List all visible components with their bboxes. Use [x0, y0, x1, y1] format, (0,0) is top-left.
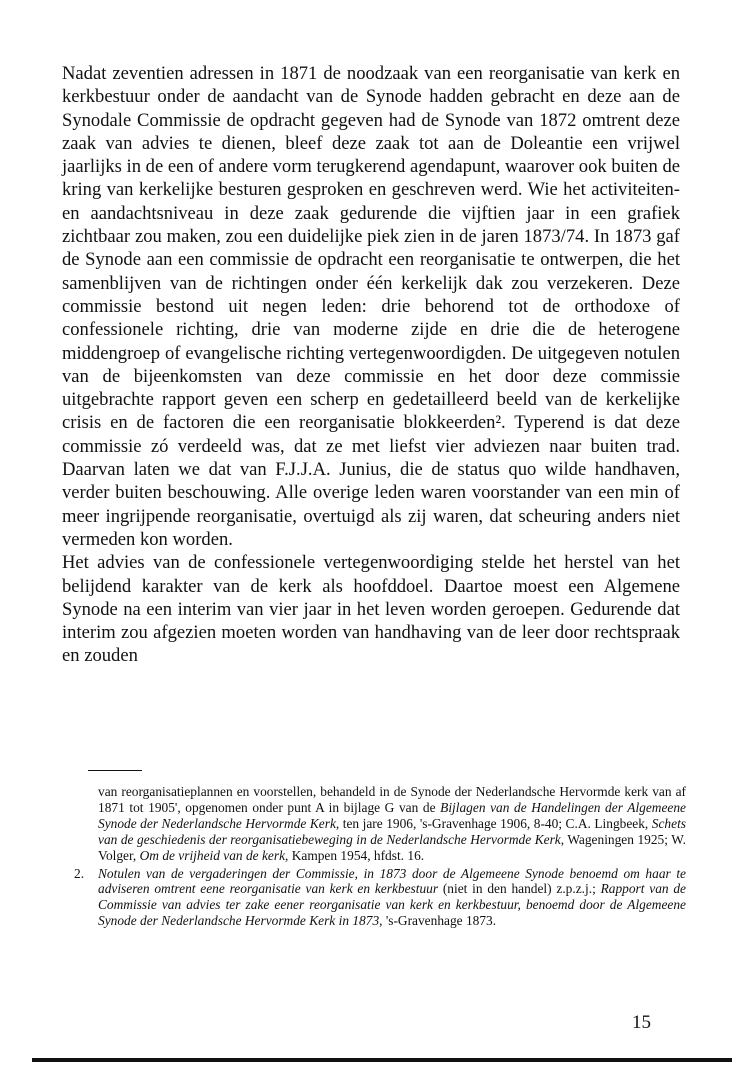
scan-edge-bar	[32, 1058, 732, 1062]
footnote-number: 2.	[74, 865, 85, 881]
footnote-separator	[88, 770, 142, 771]
footnote-1-continuation: van reorganisatieplannen en voorstellen, behandeld in de Synode der Nederlandsche Hervormde kerk van af 1871 tot 1905', opgenomen onder punt A in bijlage G van de Bijlagen van de Handelingen der Algemeene Synode der Nederlandsche Hervormde Kerk, ten jare 1906, 's-Gravenhage 1906, 8-40; C.A. Lingbeek, Schets van de geschiedenis der reorganisatiebeweging in de Nederlandsche Hervormde Kerk, Wageningen 1925; W. Volger, Om de vrijheid van de kerk, Kampen 1954, hfdst. 16.	[98, 784, 687, 863]
page-number: 15	[632, 1012, 651, 1033]
body-text	[62, 62, 680, 668]
paragraph-1: Nadat zeventien adressen in 1871 de noodzaak van een reorganisatie van kerk en kerkbestuur onder de aandacht van de Synode hadden gebracht en deze aan de Synodale Commissie de opdracht gegeven had de Synode van 1872 omtrent deze zaak van advies te dienen, bleef deze zaak tot aan de Doleantie een vrijwel jaarlijks in de een of andere vorm terugkerend agendapunt, waarover ook buiten de kring van kerkelijke besturen gesproken en geschreven werd. Wie het activiteiten- en aandachtsniveau in deze zaak gedurende die vijftien jaar in een grafiek zichtbaar zou maken, zou een duidelijke piek zien in de jaren 1873/74. In 1873 gaf de Synode aan een commissie de opdracht een reorganisatie te ontwerpen, die het samenblijven van de richtingen onder één kerkelijk dak zou verzekeren. Deze commissie bestond uit negen leden: drie behorend tot de orthodoxe of confessionele richting, drie van moderne zijde en drie die de heterogene middengroep of evangelische richting vertegenwoordigden. De uitgegeven notulen van de bijeenkomsten van deze commissie en het door deze commissie uitgebrachte rapport geven een scherp en gedetailleerd beeld van de kerkelijke crisis en de factoren die een reorganisatie blokkeerden². Typerend is dat deze commissie zó verdeeld was, dat ze met liefst vier adviezen naar buiten trad. Daarvan laten we dat van F.J.J.A. Junius, die de status quo wilde handhaven, verder buiten beschouwing. Alle overige leden waren voorstander van een min of meer ingrijpende reorganisatie, overtuigd als zij waren, dat scheuring anders niet vermeden kon worden.	[62, 63, 680, 550]
footnotes	[74, 784, 686, 931]
footnote-2: 2. Notulen van de vergaderingen der Commissie, in 1873 door de Algemeene Synode benoemd om haar te adviseren omtrent eene reorganisatie van kerk en kerkbestuur (niet in den handel) z.p.z.j.; Rapport van de Commissie van advies ter zake eener reorganisatie van kerk en kerkbestuur, benoemd door de Algemeene Synode der Nederlandsche Hervormde Kerk in 1873, 's-Gravenhage 1873.	[74, 865, 686, 929]
paragraph-2: Het advies van de confessionele vertegenwoordiging stelde het herstel van het belijdend karakter van de kerk als hoofddoel. Daartoe moest een Algemene Synode na een interim van vier jaar in het leven worden geroepen. Gedurende dat interim zou afgezien moeten worden van handhaving van de leer door rechtspraak en zouden	[62, 552, 680, 667]
